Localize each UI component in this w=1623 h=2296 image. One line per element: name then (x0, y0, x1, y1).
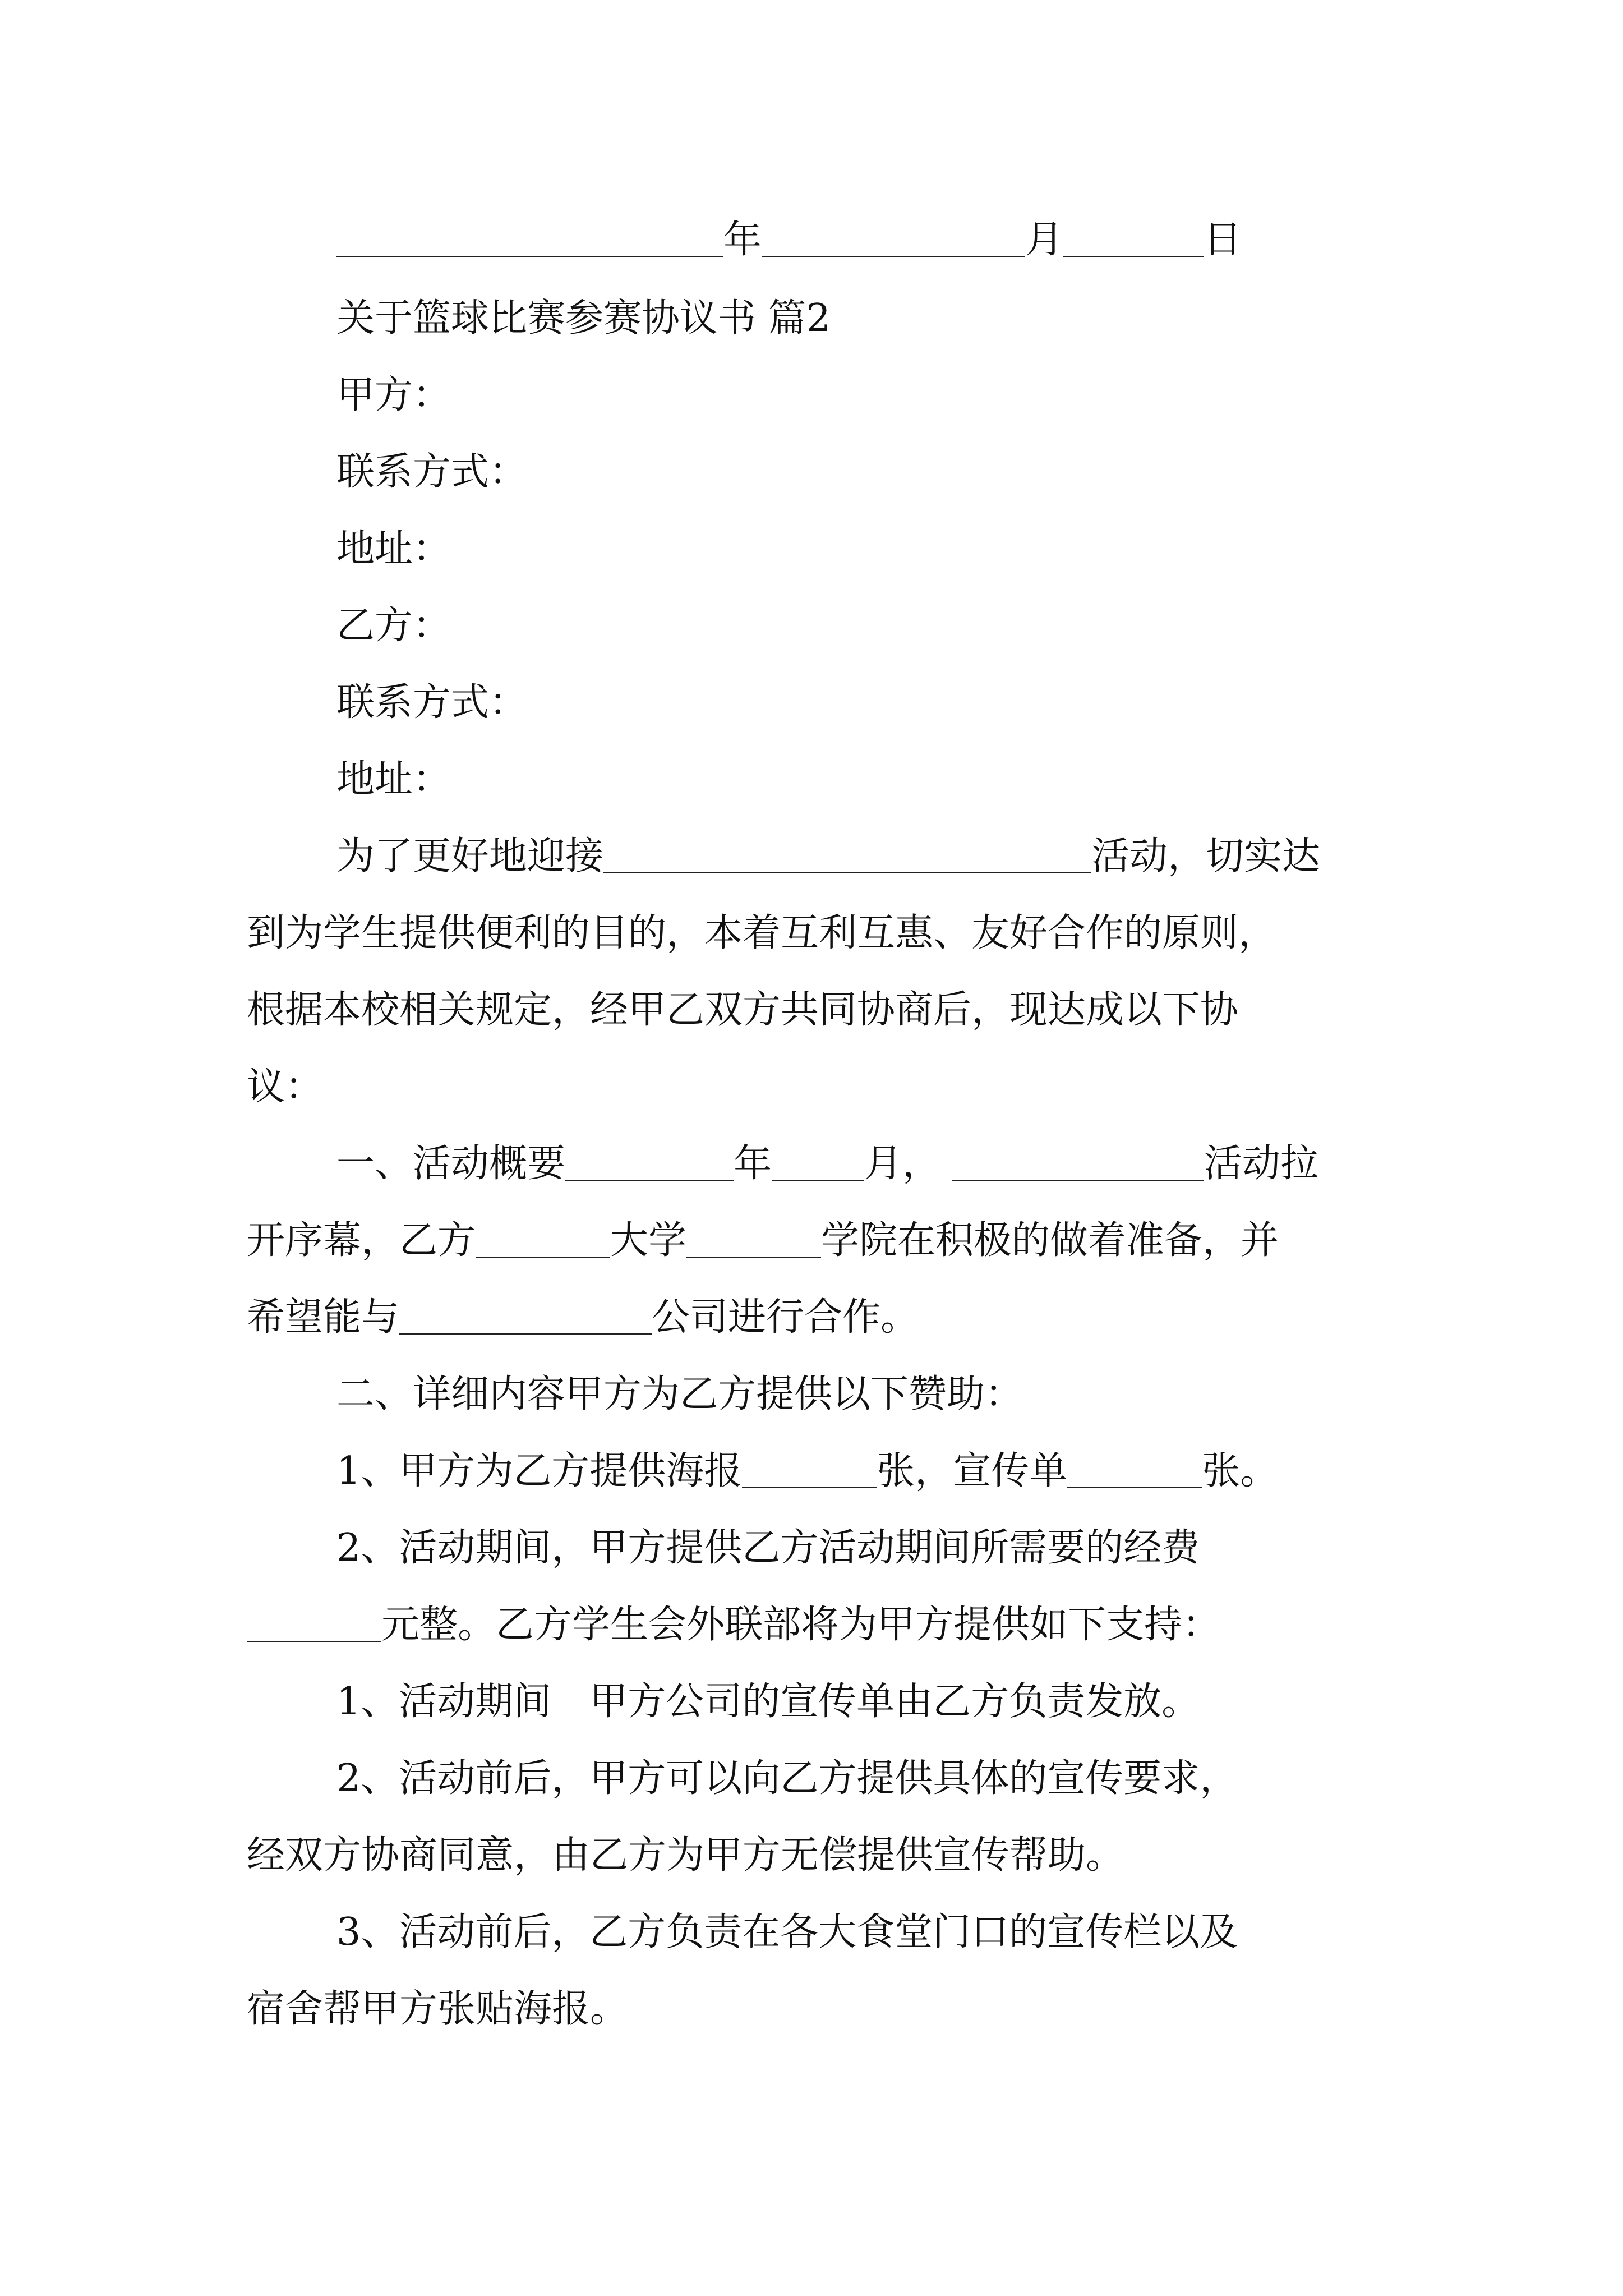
section1-line-1 (336, 1136, 1318, 1192)
party-a-label: 甲方： (336, 373, 451, 417)
item1-text-a: 1、甲方为乙方提供海报 (336, 1449, 743, 1493)
section1-year-blank[interactable] (565, 1140, 734, 1181)
section2-item-2-line-1: 2、活动期间，甲方提供乙方活动期间所需要的经费 (336, 1526, 1200, 1570)
year-blank[interactable] (336, 217, 723, 257)
item2-text: 元整。乙方学生会外联部将为甲方提供如下支持： (381, 1603, 1221, 1647)
poster-count-blank[interactable] (742, 1448, 877, 1488)
university-label: 大学 (610, 1218, 687, 1263)
university-blank[interactable] (476, 1217, 610, 1258)
month-blank[interactable] (762, 217, 1025, 257)
funding-amount-blank[interactable] (247, 1602, 381, 1642)
intro-line-1 (336, 829, 1320, 885)
document-title: 关于篮球比赛参赛协议书 篇2 (336, 296, 831, 341)
intro-line-4: 议： (247, 1065, 324, 1109)
item1-text-c: 张。 (1202, 1449, 1279, 1493)
year-label: 年 (723, 218, 762, 262)
section1-activity-blank[interactable] (952, 1140, 1204, 1181)
party-b-contact: 联系方式： (336, 680, 528, 725)
section1-text-g: 希望能与 (247, 1295, 400, 1340)
support-item-3-line-2: 宿舍帮甲方张贴海报。 (247, 1987, 629, 2031)
section2-item-2-line-2 (247, 1597, 1220, 1653)
section1-text-h: 公司进行合作。 (652, 1295, 919, 1340)
support-item-2-line-1: 2、活动前后，甲方可以向乙方提供具体的宣传要求， (336, 1756, 1238, 1801)
party-a-address: 地址： (336, 527, 451, 571)
party-a-contact: 联系方式： (336, 450, 528, 494)
company-blank[interactable] (399, 1294, 652, 1335)
support1-text-b: 甲方公司的宣传单由乙方负责发放。 (589, 1680, 1200, 1724)
month-label: 月 (1025, 218, 1064, 262)
section1-year-label: 年 (734, 1142, 772, 1186)
day-blank[interactable] (1063, 217, 1204, 257)
party-b-label: 乙方： (336, 604, 451, 648)
support-item-2-line-2: 经双方协商同意，由乙方为甲方无偿提供宣传帮助。 (247, 1833, 1124, 1878)
intro-text-a: 为了更好地迎接 (336, 834, 604, 878)
section2-heading: 二、详细内容甲方为乙方提供以下赞助： (336, 1372, 1023, 1416)
section2-item-1 (336, 1443, 1278, 1499)
date-line (336, 212, 1242, 268)
intro-line-3: 根据本校相关规定，经甲乙双方共同协商后，现达成以下协 (247, 988, 1239, 1032)
section1-text-a: 一、活动概要 (336, 1142, 566, 1186)
support-item-3-line-1: 3、活动前后，乙方负责在各大食堂门口的宣传栏以及 (336, 1910, 1238, 1954)
day-label: 日 (1204, 218, 1242, 262)
section1-month-blank[interactable] (772, 1140, 864, 1181)
support-item-1 (336, 1674, 1200, 1730)
section1-text-f: 学院在积极的做着准备，并 (821, 1218, 1279, 1263)
intro-line-2: 到为学生提供便利的目的，本着互利互惠、友好合作的原则， (247, 911, 1277, 955)
intro-text-b: 活动，切实达 (1091, 834, 1321, 878)
college-blank[interactable] (686, 1217, 821, 1258)
party-b-address: 地址： (336, 757, 451, 802)
section1-line-3 (247, 1290, 919, 1346)
section1-text-e: 开序幕，乙方 (247, 1218, 476, 1263)
section1-line-2 (247, 1213, 1279, 1269)
flyer-count-blank[interactable] (1067, 1448, 1202, 1488)
item1-text-b: 张，宣传单 (877, 1449, 1068, 1493)
section1-month-label: 月， (864, 1142, 941, 1186)
section1-text-d: 活动拉 (1204, 1142, 1319, 1186)
support1-text-a: 1、活动期间 (336, 1680, 552, 1724)
activity-name-blank[interactable] (603, 833, 1091, 873)
